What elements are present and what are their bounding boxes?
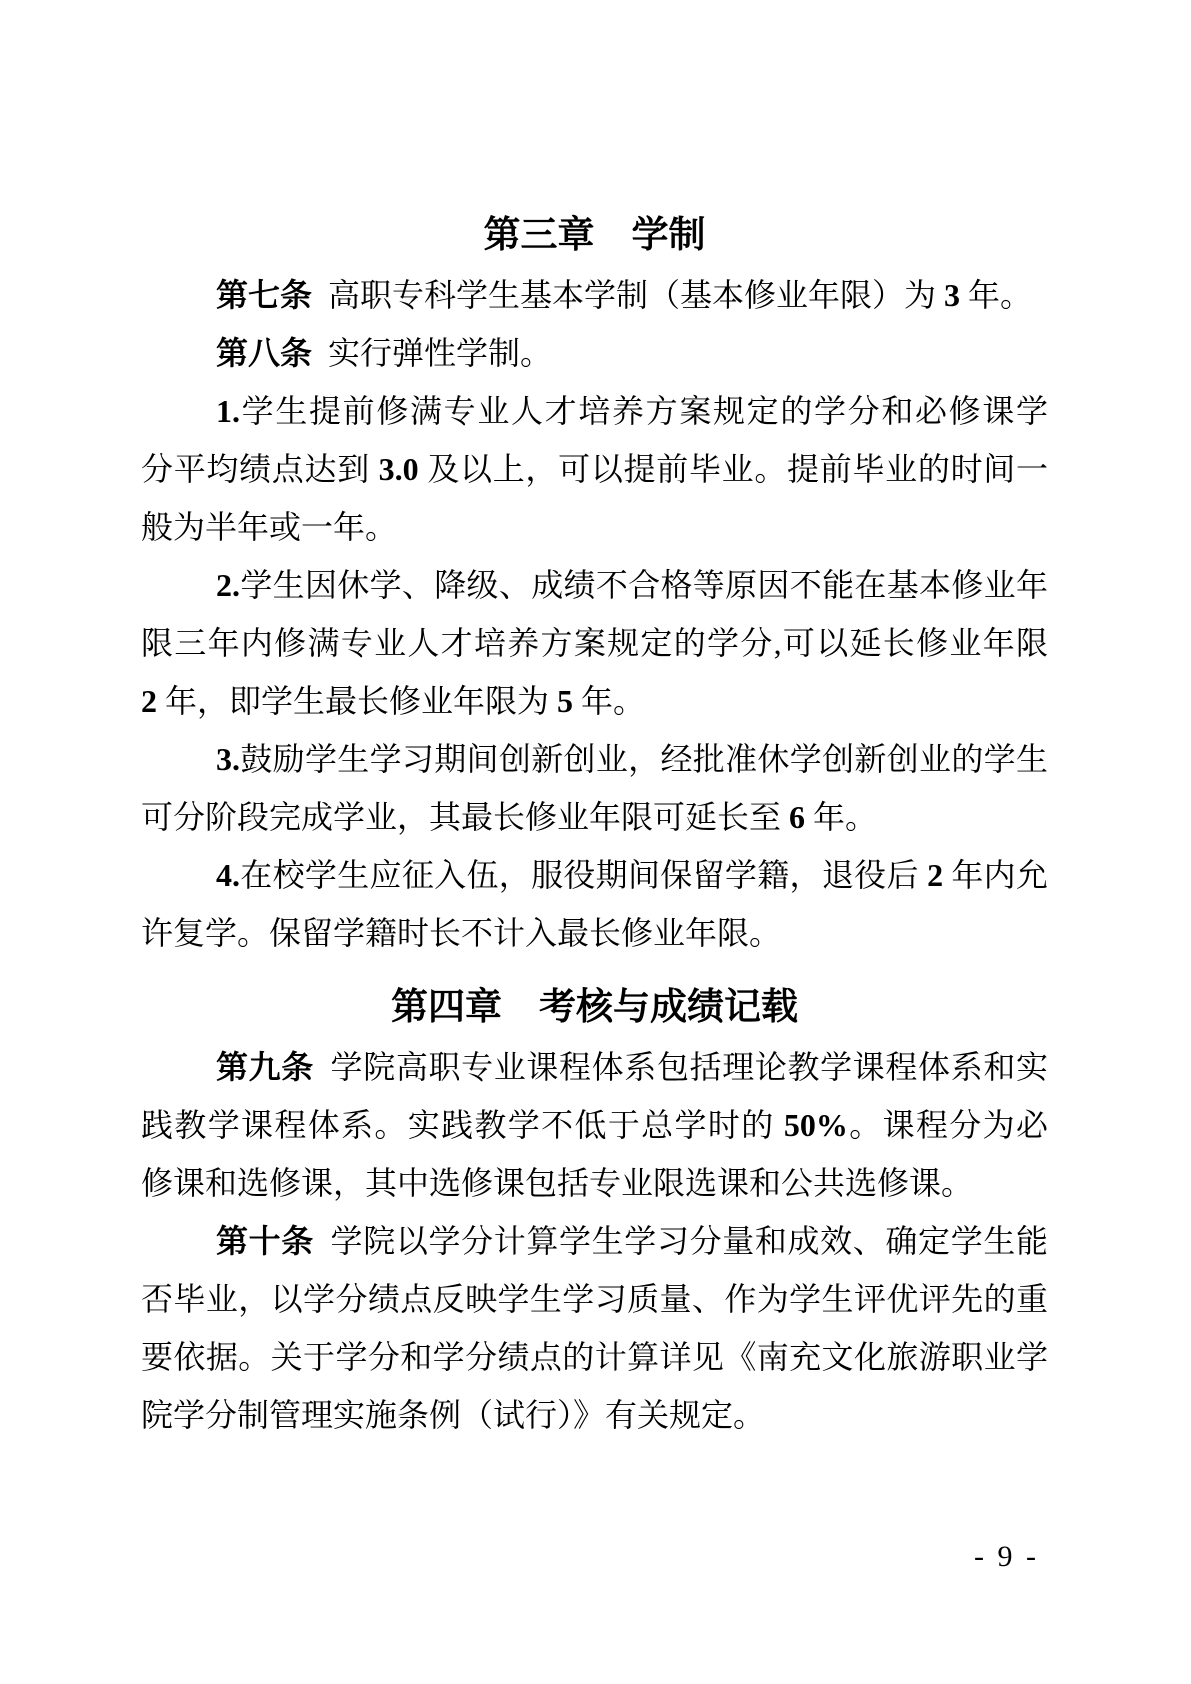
body-line — [141, 846, 1048, 904]
text-run: 院学分制管理实施条例（试行）》有关规定。 — [141, 1397, 766, 1433]
text-run: 高职专科学生基本学制（基本修业年限）为 — [312, 277, 945, 313]
bold-run: 第八条 — [216, 335, 313, 371]
bold-run: 1. — [216, 393, 240, 429]
text-run: 学生因休学、降级、成绩不合格等原因不能在基本修业年 — [240, 567, 1048, 603]
body-line — [141, 730, 1048, 788]
bold-run: 3 — [944, 277, 961, 313]
bold-run: 6 — [789, 799, 806, 835]
bold-run: 4. — [216, 857, 240, 893]
text-run: 学院以学分计算学生学习分量和成效、确定学生能 — [313, 1223, 1048, 1259]
text-run: 年，即学生最长修业年限为 — [157, 683, 558, 719]
text-run: 实行弹性学制。 — [312, 335, 553, 371]
body-line — [141, 324, 1048, 382]
page-number: - 9 - — [974, 1540, 1039, 1573]
bold-run: 第九条 — [216, 1049, 314, 1085]
body-line — [141, 614, 1048, 672]
body-line — [141, 440, 1048, 498]
text-run: 可分阶段完成学业，其最长修业年限可延长至 — [141, 799, 790, 835]
bold-run: 2. — [216, 567, 240, 603]
text-run: 修课和选修课，其中选修课包括专业限选课和公共选修课。 — [141, 1165, 974, 1201]
text-run: 践教学课程体系。实践教学不低于总学时的 — [141, 1107, 784, 1143]
body-line — [141, 1270, 1048, 1328]
text-run: 年。 — [573, 683, 646, 719]
bold-run: 3.0 — [378, 451, 419, 487]
text-run: 许复学。保留学籍时长不计入最长修业年限。 — [141, 915, 782, 951]
text-run: 在校学生应征入伍，服役期间保留学籍，退役后 — [240, 857, 928, 893]
document-body — [141, 204, 1048, 1444]
text-run: 年。 — [960, 277, 1033, 313]
text-run: 学生提前修满专业人才培养方案规定的学分和必修课学 — [240, 393, 1048, 429]
bold-run: 3. — [216, 741, 240, 777]
body-line — [141, 498, 1048, 556]
text-run: 鼓励学生学习期间创新创业，经批准休学创新创业的学生 — [240, 741, 1048, 777]
body-line — [141, 1096, 1048, 1154]
body-line — [141, 556, 1048, 614]
text-run: 学院高职专业课程体系包括理论教学课程体系和实 — [313, 1049, 1048, 1085]
text-run: 否毕业，以学分绩点反映学生学习质量、作为学生评优评先的重 — [141, 1281, 1048, 1317]
body-line — [141, 788, 1048, 846]
text-run: 限三年内修满专业人才培养方案规定的学分,可以延长修业年限 — [141, 625, 1048, 661]
text-run: 般为半年或一年。 — [141, 509, 398, 545]
body-line — [141, 904, 1048, 962]
chapter-heading: 第三章 学制 — [483, 214, 706, 255]
bold-run: 5 — [557, 683, 574, 719]
text-run: 。课程分为必 — [847, 1107, 1048, 1143]
body-line — [141, 1038, 1048, 1096]
bold-run: 2 — [927, 857, 944, 893]
text-run: 要依据。关于学分和学分绩点的计算详见《南充文化旅游职业学 — [141, 1339, 1048, 1375]
body-line — [141, 1212, 1048, 1270]
body-line — [141, 382, 1048, 440]
body-line — [141, 1386, 1048, 1444]
chapter-heading: 第四章 考核与成绩记载 — [391, 986, 798, 1027]
bold-run: 第七条 — [216, 277, 313, 313]
body-line — [141, 672, 1048, 730]
text-run: 及以上，可以提前毕业。提前毕业的时间一 — [418, 451, 1048, 487]
bold-run: 50% — [783, 1107, 848, 1143]
bold-run: 第十条 — [216, 1223, 314, 1259]
text-run: 分平均绩点达到 — [141, 451, 379, 487]
body-line — [141, 266, 1048, 324]
bold-run: 2 — [141, 683, 157, 719]
body-line — [141, 1154, 1048, 1212]
text-run: 年内允 — [943, 857, 1048, 893]
text-run: 年。 — [805, 799, 878, 835]
body-line — [141, 1328, 1048, 1386]
